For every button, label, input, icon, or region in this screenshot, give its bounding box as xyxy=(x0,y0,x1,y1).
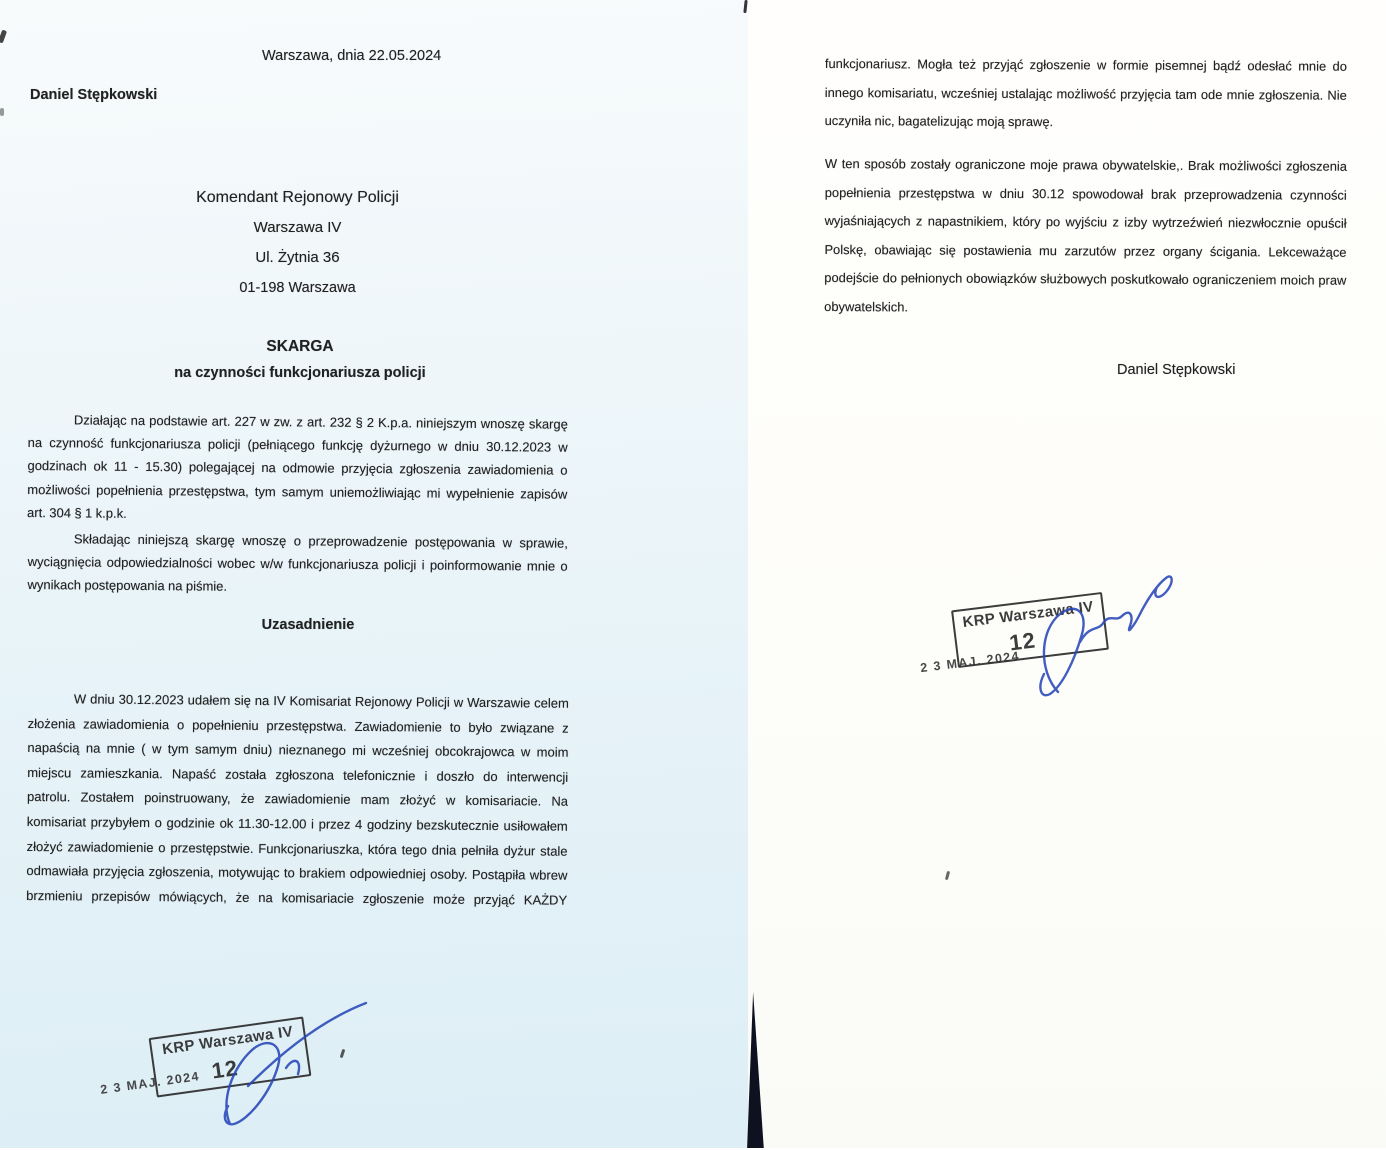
text-line: Polskę, obawiając się postawienia mu zarzutów przez organy ścigania. Lekceważące xyxy=(824,241,1347,260)
paragraph-conclusion xyxy=(824,150,1347,324)
recipient-line: Komendant Rejonowy Policji xyxy=(196,189,399,206)
text-line: odmawiała przyjęcia zgłoszenia, motywując to brakiem odpowiedniej osoby. Postąpiła wbrew xyxy=(26,863,568,883)
text-line: popełnienia przestępstwa w dniu 30.12 spowodował brak przeprowadzenia czynności xyxy=(824,184,1347,203)
signature-scribble-right xyxy=(1007,572,1195,717)
text-line: złożyć zawiadomienie o przestępstwie. Funkcjonariuszka, która tego dnia pełniła dyżur stale xyxy=(26,838,568,859)
recipient-line: Ul. Żytnia 36 xyxy=(255,249,340,266)
text-line: Składając niniejszą skargę wnoszę o przeprowadzenie postępowania w sprawie, xyxy=(73,531,568,551)
text-line: miejscu zamieszkania. Napaść została zgłoszona telefonicznie i doszło do interwencji xyxy=(27,764,569,785)
text-line: podejście do pełnionych obowiązków służbowych poskutkowało ograniczeniem moich praw xyxy=(824,270,1347,289)
section-heading: Uzasadnienie xyxy=(261,617,355,633)
text-line: patrolu. Zostałem poinstruowany, że zawiadomienie mam złożyć w komisariacie. Na xyxy=(26,789,569,810)
sender-name: Daniel Stępkowski xyxy=(30,87,158,103)
letter-subtitle: na czynności funkcjonariusza policji xyxy=(174,365,426,381)
text-line: na czynność funkcjonariusza policji (pełniącego funkcję dyżurnego w dniu 30.12.2023 w xyxy=(27,435,568,455)
stamp-date-left: 2 3 MAJ. 2024 xyxy=(99,1069,201,1097)
recipient-line: 01-198 Warszawa xyxy=(239,280,356,296)
text-line: brzmieniu przepisów mówiących, że na komisariacie zgłoszenie może przyjąć KAŻDY xyxy=(26,887,568,908)
page-right xyxy=(748,0,1386,1148)
text-line: wyjaśniających z napastnikiem, który po wyjściu z izby wytrzeźwień niezwłocznie opuścił xyxy=(824,213,1347,231)
stamp-date-right: 2 3 MAJ. 2024 xyxy=(919,648,1021,676)
text-line: napaścią na mnie ( w tym samym dniu) nieznanego mi wcześniej obcokrajowca w moim xyxy=(27,740,569,760)
stamp-office-label: KRP Warszawa IV xyxy=(961,598,1095,632)
letter-title: SKARGA xyxy=(266,338,334,355)
text-line: Działając na podstawie art. 227 w zw. z art. 232 § 2 K.p.a. niniejszym wnoszę skargę xyxy=(73,412,568,432)
date-line: Warszawa, dnia 22.05.2024 xyxy=(262,48,442,64)
paragraph-basis xyxy=(27,408,568,529)
stamp-number: 12 xyxy=(210,1055,240,1084)
text-line: godzinach ok 11 - 15.30) polegającej na odmowie przyjęcia zgłoszenia zawiadomienia o xyxy=(27,458,568,479)
paragraph-continuation xyxy=(825,50,1347,139)
signer-name: Daniel Stępkowski xyxy=(1117,362,1236,378)
signature-scribble-left xyxy=(190,990,385,1150)
text-line: wyciągnięcia odpowiedzialności wobec w/w funkcjonariusza policji i poinformowanie mnie o xyxy=(27,554,568,574)
scan-edge-mark xyxy=(0,108,4,116)
recipient-block xyxy=(175,183,420,303)
text-line: innego komisariatu, wcześniej ustalając możliwość przyjęcia tam ode mnie zgłoszenia. Nie xyxy=(824,84,1347,103)
text-line: art. 304 § 1 k.p.k. xyxy=(27,504,127,521)
text-line: funkcjonariusz. Mogła też przyjąć zgłoszenie w formie pisemnej bądź odesłać mnie do xyxy=(824,55,1347,74)
text-line: uczyniła nic, bagatelizując moją sprawę. xyxy=(824,113,1054,130)
text-line: W ten sposób zostały ograniczone moje prawa obywatelskie,. Brak możliwości zgłoszenia xyxy=(824,155,1347,174)
paragraph-request xyxy=(27,527,568,601)
paragraph-justification xyxy=(26,687,569,913)
text-line: złożenia zawiadomienia o popełnieniu przestępstwa. Zawiadomienie to było związane z xyxy=(27,715,569,736)
text-line: wynikach postępowania na piśmie. xyxy=(27,577,228,595)
recipient-line: Warszawa IV xyxy=(253,219,342,236)
text-line: obywatelskich. xyxy=(824,298,909,315)
text-line: komisariat przybyłem o godzinie ok 11.30-12.00 i przez 4 godziny bezskutecznie usiłowałem xyxy=(26,813,568,834)
text-line: W dniu 30.12.2023 udałem się na IV Komisariat Rejonowy Policji w Warszawie celem xyxy=(73,691,569,711)
stamp-office-label: KRP Warszawa IV xyxy=(161,1023,295,1059)
ink-speck xyxy=(945,871,950,880)
text-line: możliwości popełnienia przestępstwa, tym samym uniemożliwiając mi wypełnienie zapisów xyxy=(27,481,568,502)
stamp-number: 12 xyxy=(1007,627,1038,656)
